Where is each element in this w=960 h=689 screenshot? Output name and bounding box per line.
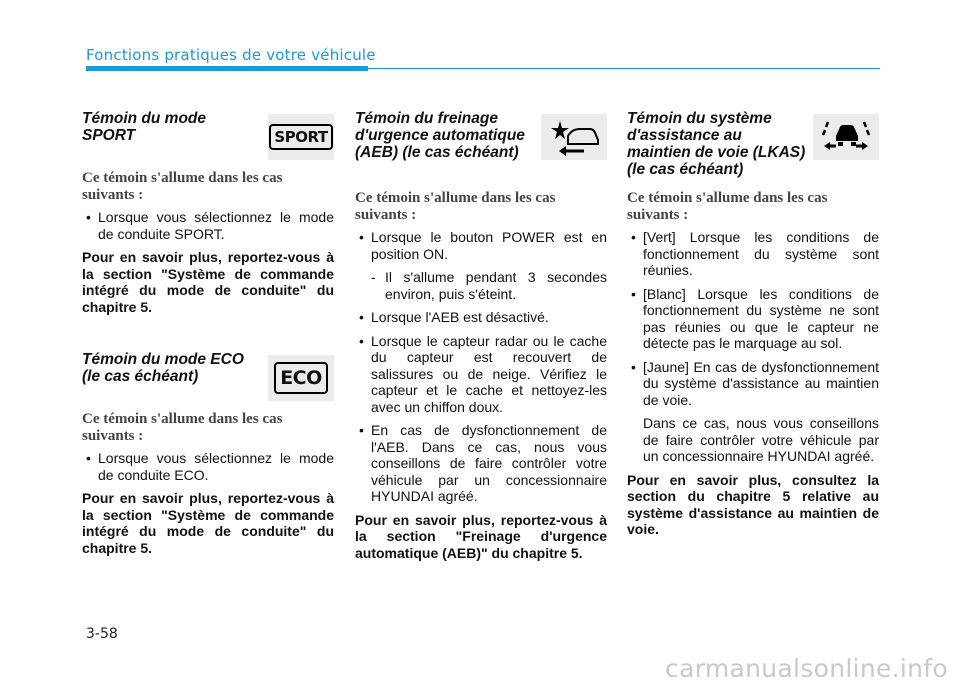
eco-bullet-1: • Lorsque vous sélectionnez le mode de conduite ECO. — [82, 450, 334, 483]
aeb-lead: Ce témoin s'allume dans les cas suivants : — [355, 190, 556, 223]
header-line — [368, 68, 880, 69]
aeb-bullet-4: • En cas de dysfonctionnement de l'AEB. Dans ce cas, nous vous conseillons de faire contrôler votre véhicule par un concessionnaire HYUNDAI agréé. — [355, 422, 607, 505]
sport-note: Pour en savoir plus, reportez-vous à la section "Système de commande intégré du mode de conduite" du chapitre 5. — [82, 249, 334, 315]
aeb-bullet-1: • Lorsque le bouton POWER est en position ON. — [355, 229, 607, 262]
eco-title: Témoin du mode ECO (le cas échéant) — [82, 351, 244, 385]
lkas-section-header — [627, 110, 879, 184]
lkas-icon-graphic — [816, 116, 876, 158]
lkas-bullet-2: • [Blanc] Lorsque les conditions de fonctionnement du système ne sont pas réunies ou que le capteur ne détecte pas le marquage au sol. — [627, 286, 879, 352]
lkas-title: Témoin du système d'assistance au maintien de voie (LKAS) (le cas échéant) — [627, 110, 806, 178]
header-title: Fonctions pratiques de votre véhicule — [86, 46, 376, 64]
aeb-icon-graphic — [544, 116, 604, 158]
lkas-cont-3: Dans ce cas, nous vous conseillons de faire contrôler votre véhicule par un concessionnaire HYUNDAI agréé. — [643, 415, 879, 464]
eco-indicator-icon — [268, 355, 334, 401]
eco-note: Pour en savoir plus, reportez-vous à la section "Système de commande intégré du mode de conduite" du chapitre 5. — [82, 490, 334, 556]
header-bar — [86, 66, 368, 71]
eco-icon-text: ECO — [274, 362, 328, 394]
lkas-lead: Ce témoin s'allume dans les cas suivants : — [627, 190, 828, 223]
eco-section-header — [82, 351, 334, 405]
aeb-sub-1: - Il s'allume pendant 3 secondes environ, puis s'éteint. — [359, 269, 607, 302]
lkas-bullet-1: • [Vert] Lorsque les conditions de fonctionnement du système sont réunies. — [627, 229, 879, 279]
sport-icon-text: SPORT — [269, 124, 332, 150]
column-2 — [355, 110, 607, 597]
sport-title: Témoin du mode SPORT — [82, 110, 206, 144]
watermark: carmanualsonline.info — [665, 654, 948, 683]
aeb-section-header — [355, 110, 607, 184]
aeb-bullet-3: • Lorsque le capteur radar ou le cache du capteur est recouvert de salissures ou de neige. Vérifiez le capteur et le cache et nettoyez-les avec un chiffon doux. — [355, 333, 607, 416]
eco-lead: Ce témoin s'allume dans les cas suivants : — [82, 411, 283, 444]
page-number: 3-58 — [86, 626, 118, 642]
lane-keeping-icon — [813, 114, 879, 160]
aeb-bullet-2: • Lorsque l'AEB est désactivé. — [355, 309, 607, 326]
aeb-note: Pour en savoir plus, reportez-vous à la section "Freinage d'urgence automatique (AEB)" du chapitre 5. — [355, 511, 607, 561]
aeb-title: Témoin du freinage d'urgence automatique (AEB) (le cas échéant) — [355, 110, 525, 161]
aeb-warning-icon — [541, 114, 607, 160]
sport-indicator-icon — [268, 114, 334, 160]
lkas-note: Pour en savoir plus, consultez la section du chapitre 5 relative au système d'assistance au maintien de voie. — [627, 471, 879, 537]
column-3 — [627, 110, 879, 574]
sport-bullet-1: • Lorsque vous sélectionnez le mode de conduite SPORT. — [82, 209, 334, 242]
sport-lead: Ce témoin s'allume dans les cas suivants : — [82, 170, 283, 203]
column-1 — [82, 110, 334, 592]
lkas-bullet-3: • [Jaune] En cas de dysfonctionnement du système d'assistance au maintien de voie. — [627, 359, 879, 409]
sport-section-header — [82, 110, 334, 164]
